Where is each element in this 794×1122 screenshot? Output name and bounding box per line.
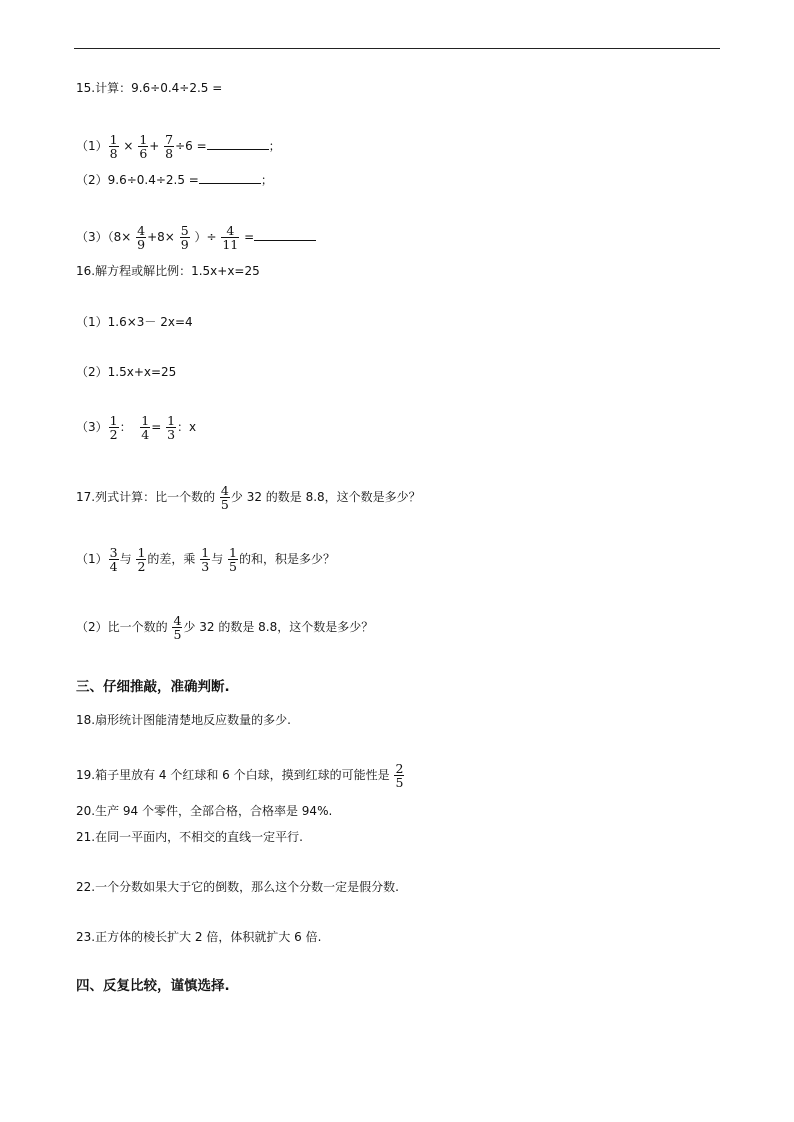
fraction: $\frac{1}{2}$ — [109, 413, 118, 442]
fraction: $\frac{1}{4}$ — [141, 413, 150, 442]
fraction: $\frac{2}{5}$ — [395, 761, 404, 790]
fraction: $\frac{1}{2}$ — [137, 545, 146, 574]
q22-statement: 22.一个分数如果大于它的倒数，那么这个分数一定是假分数. — [76, 880, 399, 894]
q19-statement: 19.箱子里放有 4 个红球和 6 个白球，摸到红球的可能性是 $\frac{2}{5}$ — [76, 761, 404, 790]
q16-title: 16.解方程或解比例：1.5x+x=25 — [76, 264, 260, 278]
q17-part2: （2）比一个数的 $\frac{4}{5}$ 少 32 的数是 8.8，这个数是多少？ — [76, 613, 374, 642]
answer-blank[interactable] — [207, 139, 269, 150]
fraction: $\frac{4}{9}$ — [137, 223, 146, 252]
fraction: $\frac{1}{8}$ — [109, 132, 118, 161]
q16-part1: （1）1.6×3－ 2x=4 — [76, 315, 193, 329]
q16-part2: （2）1.5x+x=25 — [76, 365, 177, 379]
q15-title: 15.计算：9.6÷0.4÷2.5 = — [76, 81, 223, 95]
fraction: $\frac{1}{6}$ — [139, 132, 148, 161]
q17-title: 17.列式计算：比一个数的 $\frac{4}{5}$ 少 32 的数是 8.8，这个数是多少？ — [76, 483, 421, 512]
q15-part1: （1） $\frac{1}{8}$ × $\frac{1}{6}$ + $\frac{7}{8}$ ÷6 = ； — [76, 132, 281, 161]
fraction: $\frac{7}{8}$ — [165, 132, 174, 161]
q16-part3: （3） $\frac{1}{2}$ ： $\frac{1}{4}$ = $\frac{1}{3}$ ：x — [76, 413, 197, 442]
q20-statement: 20.生产 94 个零件，全部合格，合格率是 94%. — [76, 804, 333, 818]
q18-statement: 18.扇形统计图能清楚地反应数量的多少. — [76, 713, 291, 727]
q15-part3: （3）（8× $\frac{4}{9}$ +8× $\frac{5}{9}$ ）÷ $\frac{4}{11}$ = — [76, 224, 316, 251]
section-heading-4: 四、反复比较，谨慎选择. — [76, 978, 230, 994]
answer-blank[interactable] — [199, 173, 261, 184]
fraction: $\frac{1}{3}$ — [167, 413, 176, 442]
fraction: $\frac{3}{4}$ — [109, 545, 118, 574]
fraction: $\frac{1}{3}$ — [201, 545, 210, 574]
fraction: $\frac{4}{5}$ — [173, 613, 182, 642]
answer-blank[interactable] — [254, 230, 316, 241]
fraction: $\frac{4}{11}$ — [222, 223, 239, 252]
fraction: $\frac{5}{9}$ — [180, 223, 189, 252]
q15-part2: （2）9.6÷0.4÷2.5 = ； — [76, 173, 273, 187]
fraction: $\frac{4}{5}$ — [220, 483, 229, 512]
q23-statement: 23.正方体的棱长扩大 2 倍，体积就扩大 6 倍. — [76, 930, 322, 944]
q17-part1: （1） $\frac{3}{4}$ 与 $\frac{1}{2}$ 的差，乘 $\frac{1}{3}$ 与 $\frac{1}{5}$ 的和，积是多少？ — [76, 545, 335, 574]
q21-statement: 21.在同一平面内，不相交的直线一定平行. — [76, 830, 303, 844]
header-rule — [74, 48, 720, 49]
fraction: $\frac{1}{5}$ — [229, 545, 237, 574]
section-heading-3: 三、仔细推敲，准确判断. — [76, 679, 230, 695]
